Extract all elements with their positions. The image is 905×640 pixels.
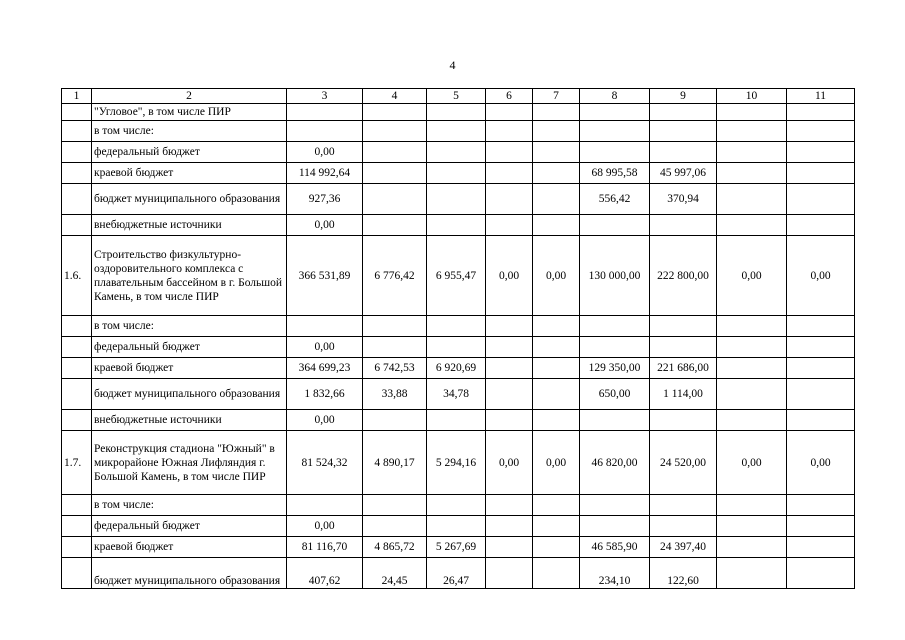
value-cell-col4 bbox=[363, 410, 427, 431]
value-cell-col7: 0,00 bbox=[533, 431, 580, 495]
value-cell-col4 bbox=[363, 516, 427, 537]
description-cell: в том числе: bbox=[92, 316, 287, 337]
column-number-4: 4 bbox=[363, 89, 427, 104]
value-cell-col3: 364 699,23 bbox=[287, 358, 363, 379]
value-cell-col3: 407,62 bbox=[287, 558, 363, 589]
value-cell-col7 bbox=[533, 163, 580, 184]
column-number-5: 5 bbox=[427, 89, 486, 104]
value-cell-col8 bbox=[580, 121, 650, 142]
column-number-2: 2 bbox=[92, 89, 287, 104]
value-cell-col5 bbox=[427, 215, 486, 236]
value-cell-col6 bbox=[486, 558, 533, 589]
description-cell: в том числе: bbox=[92, 495, 287, 516]
value-cell-col3 bbox=[287, 104, 363, 121]
value-cell-col6 bbox=[486, 142, 533, 163]
value-cell-col9: 222 800,00 bbox=[650, 236, 717, 316]
table-row bbox=[62, 316, 855, 337]
item-number-cell bbox=[62, 516, 92, 537]
value-cell-col6 bbox=[486, 495, 533, 516]
value-cell-col9 bbox=[650, 121, 717, 142]
value-cell-col5: 34,78 bbox=[427, 379, 486, 410]
value-cell-col8 bbox=[580, 410, 650, 431]
value-cell-col9 bbox=[650, 215, 717, 236]
value-cell-col3: 114 992,64 bbox=[287, 163, 363, 184]
value-cell-col10 bbox=[717, 516, 787, 537]
description-cell: бюджет муниципального образования bbox=[92, 379, 287, 410]
value-cell-col3 bbox=[287, 495, 363, 516]
value-cell-col7 bbox=[533, 358, 580, 379]
value-cell-col7 bbox=[533, 121, 580, 142]
value-cell-col4 bbox=[363, 215, 427, 236]
value-cell-col8 bbox=[580, 104, 650, 121]
value-cell-col8: 650,00 bbox=[580, 379, 650, 410]
value-cell-col7 bbox=[533, 558, 580, 589]
value-cell-col5 bbox=[427, 104, 486, 121]
value-cell-col3: 81 116,70 bbox=[287, 537, 363, 558]
value-cell-col5: 5 294,16 bbox=[427, 431, 486, 495]
value-cell-col8 bbox=[580, 495, 650, 516]
value-cell-col10 bbox=[717, 163, 787, 184]
value-cell-col9 bbox=[650, 142, 717, 163]
value-cell-col11: 0,00 bbox=[787, 236, 855, 316]
column-number-6: 6 bbox=[486, 89, 533, 104]
table-row bbox=[62, 410, 855, 431]
value-cell-col5 bbox=[427, 142, 486, 163]
value-cell-col4 bbox=[363, 337, 427, 358]
description-cell: краевой бюджет bbox=[92, 358, 287, 379]
value-cell-col6 bbox=[486, 215, 533, 236]
table-row bbox=[62, 516, 855, 537]
value-cell-col6 bbox=[486, 337, 533, 358]
value-cell-col6 bbox=[486, 316, 533, 337]
value-cell-col7 bbox=[533, 516, 580, 537]
table-row bbox=[62, 537, 855, 558]
value-cell-col4: 6 776,42 bbox=[363, 236, 427, 316]
value-cell-col7 bbox=[533, 142, 580, 163]
column-number-9: 9 bbox=[650, 89, 717, 104]
value-cell-col11 bbox=[787, 410, 855, 431]
value-cell-col7 bbox=[533, 104, 580, 121]
description-cell: Строительство физкультурно-оздоровительного комплекса с плавательным бассейном в г. Большой Камень, в том числе ПИР bbox=[92, 236, 287, 316]
value-cell-col9 bbox=[650, 316, 717, 337]
description-cell: бюджет муниципального образования bbox=[92, 184, 287, 215]
value-cell-col5 bbox=[427, 316, 486, 337]
item-number-cell bbox=[62, 316, 92, 337]
value-cell-col4: 33,88 bbox=[363, 379, 427, 410]
value-cell-col11 bbox=[787, 558, 855, 589]
value-cell-col11 bbox=[787, 316, 855, 337]
value-cell-col9: 122,60 bbox=[650, 558, 717, 589]
value-cell-col6 bbox=[486, 410, 533, 431]
value-cell-col5 bbox=[427, 495, 486, 516]
value-cell-col7: 0,00 bbox=[533, 236, 580, 316]
value-cell-col10 bbox=[717, 142, 787, 163]
value-cell-col11: 0,00 bbox=[787, 431, 855, 495]
value-cell-col4: 6 742,53 bbox=[363, 358, 427, 379]
description-cell: внебюджетные источники bbox=[92, 410, 287, 431]
value-cell-col6 bbox=[486, 516, 533, 537]
value-cell-col9: 45 997,06 bbox=[650, 163, 717, 184]
value-cell-col8: 129 350,00 bbox=[580, 358, 650, 379]
item-number-cell bbox=[62, 379, 92, 410]
description-cell: внебюджетные источники bbox=[92, 215, 287, 236]
value-cell-col10 bbox=[717, 337, 787, 358]
value-cell-col11 bbox=[787, 121, 855, 142]
value-cell-col6: 0,00 bbox=[486, 431, 533, 495]
table-row bbox=[62, 121, 855, 142]
value-cell-col7 bbox=[533, 537, 580, 558]
value-cell-col11 bbox=[787, 537, 855, 558]
description-cell: "Угловое", в том числе ПИР bbox=[92, 104, 287, 121]
value-cell-col4: 4 890,17 bbox=[363, 431, 427, 495]
value-cell-col7 bbox=[533, 316, 580, 337]
description-cell: в том числе: bbox=[92, 121, 287, 142]
value-cell-col6 bbox=[486, 104, 533, 121]
value-cell-col7 bbox=[533, 410, 580, 431]
value-cell-col9 bbox=[650, 516, 717, 537]
value-cell-col3 bbox=[287, 316, 363, 337]
value-cell-col8: 234,10 bbox=[580, 558, 650, 589]
value-cell-col6: 0,00 bbox=[486, 236, 533, 316]
value-cell-col7 bbox=[533, 495, 580, 516]
value-cell-col9 bbox=[650, 104, 717, 121]
column-number-7: 7 bbox=[533, 89, 580, 104]
value-cell-col5: 26,47 bbox=[427, 558, 486, 589]
value-cell-col10 bbox=[717, 558, 787, 589]
value-cell-col11 bbox=[787, 379, 855, 410]
description-cell: федеральный бюджет bbox=[92, 337, 287, 358]
value-cell-col11 bbox=[787, 516, 855, 537]
value-cell-col10 bbox=[717, 537, 787, 558]
value-cell-col5 bbox=[427, 184, 486, 215]
item-number-cell bbox=[62, 495, 92, 516]
value-cell-col3: 0,00 bbox=[287, 142, 363, 163]
table-row bbox=[62, 236, 855, 316]
value-cell-col5 bbox=[427, 516, 486, 537]
item-number-cell bbox=[62, 215, 92, 236]
column-number-10: 10 bbox=[717, 89, 787, 104]
value-cell-col10 bbox=[717, 184, 787, 215]
value-cell-col8: 130 000,00 bbox=[580, 236, 650, 316]
value-cell-col3: 0,00 bbox=[287, 215, 363, 236]
value-cell-col10 bbox=[717, 215, 787, 236]
table-row bbox=[62, 379, 855, 410]
value-cell-col8: 46 820,00 bbox=[580, 431, 650, 495]
item-number-cell bbox=[62, 142, 92, 163]
value-cell-col3: 927,36 bbox=[287, 184, 363, 215]
value-cell-col11 bbox=[787, 184, 855, 215]
value-cell-col9 bbox=[650, 495, 717, 516]
value-cell-col10 bbox=[717, 379, 787, 410]
value-cell-col6 bbox=[486, 121, 533, 142]
value-cell-col11 bbox=[787, 495, 855, 516]
value-cell-col3: 0,00 bbox=[287, 410, 363, 431]
value-cell-col9 bbox=[650, 337, 717, 358]
item-number-cell bbox=[62, 558, 92, 589]
value-cell-col3 bbox=[287, 121, 363, 142]
item-number-cell: 1.7. bbox=[62, 431, 92, 495]
value-cell-col4 bbox=[363, 142, 427, 163]
table-row bbox=[62, 358, 855, 379]
value-cell-col4 bbox=[363, 121, 427, 142]
value-cell-col9 bbox=[650, 410, 717, 431]
description-cell: краевой бюджет bbox=[92, 163, 287, 184]
value-cell-col5: 6 920,69 bbox=[427, 358, 486, 379]
item-number-cell bbox=[62, 163, 92, 184]
description-cell: Реконструкция стадиона "Южный" в микрорайоне Южная Лифляндия г. Большой Камень, в том числе ПИР bbox=[92, 431, 287, 495]
table-row bbox=[62, 163, 855, 184]
value-cell-col4 bbox=[363, 316, 427, 337]
description-cell: федеральный бюджет bbox=[92, 142, 287, 163]
table-row bbox=[62, 558, 855, 589]
value-cell-col11 bbox=[787, 142, 855, 163]
value-cell-col9: 370,94 bbox=[650, 184, 717, 215]
value-cell-col11 bbox=[787, 163, 855, 184]
description-cell: федеральный бюджет bbox=[92, 516, 287, 537]
value-cell-col11 bbox=[787, 358, 855, 379]
value-cell-col5 bbox=[427, 121, 486, 142]
table-row bbox=[62, 495, 855, 516]
value-cell-col4: 24,45 bbox=[363, 558, 427, 589]
value-cell-col11 bbox=[787, 215, 855, 236]
value-cell-col3: 81 524,32 bbox=[287, 431, 363, 495]
value-cell-col4 bbox=[363, 104, 427, 121]
value-cell-col6 bbox=[486, 358, 533, 379]
value-cell-col5 bbox=[427, 410, 486, 431]
value-cell-col8: 68 995,58 bbox=[580, 163, 650, 184]
value-cell-col7 bbox=[533, 215, 580, 236]
value-cell-col6 bbox=[486, 163, 533, 184]
value-cell-col5: 5 267,69 bbox=[427, 537, 486, 558]
value-cell-col11 bbox=[787, 337, 855, 358]
item-number-cell bbox=[62, 337, 92, 358]
value-cell-col9: 24 520,00 bbox=[650, 431, 717, 495]
table-row bbox=[62, 337, 855, 358]
value-cell-col4 bbox=[363, 495, 427, 516]
value-cell-col8 bbox=[580, 316, 650, 337]
value-cell-col7 bbox=[533, 379, 580, 410]
value-cell-col7 bbox=[533, 337, 580, 358]
value-cell-col11 bbox=[787, 104, 855, 121]
value-cell-col9: 1 114,00 bbox=[650, 379, 717, 410]
value-cell-col10 bbox=[717, 358, 787, 379]
value-cell-col8 bbox=[580, 215, 650, 236]
description-cell: бюджет муниципального образования bbox=[92, 558, 287, 589]
value-cell-col6 bbox=[486, 379, 533, 410]
value-cell-col5 bbox=[427, 337, 486, 358]
value-cell-col7 bbox=[533, 184, 580, 215]
value-cell-col5: 6 955,47 bbox=[427, 236, 486, 316]
value-cell-col3: 366 531,89 bbox=[287, 236, 363, 316]
value-cell-col10 bbox=[717, 121, 787, 142]
item-number-cell bbox=[62, 410, 92, 431]
table-header-row bbox=[62, 89, 855, 104]
value-cell-col6 bbox=[486, 537, 533, 558]
value-cell-col8 bbox=[580, 516, 650, 537]
value-cell-col10: 0,00 bbox=[717, 431, 787, 495]
value-cell-col8 bbox=[580, 142, 650, 163]
value-cell-col3: 0,00 bbox=[287, 516, 363, 537]
item-number-cell: 1.6. bbox=[62, 236, 92, 316]
item-number-cell bbox=[62, 121, 92, 142]
value-cell-col10 bbox=[717, 495, 787, 516]
column-number-8: 8 bbox=[580, 89, 650, 104]
value-cell-col8: 46 585,90 bbox=[580, 537, 650, 558]
budget-table bbox=[61, 88, 855, 589]
item-number-cell bbox=[62, 358, 92, 379]
value-cell-col4: 4 865,72 bbox=[363, 537, 427, 558]
value-cell-col10 bbox=[717, 410, 787, 431]
value-cell-col10 bbox=[717, 104, 787, 121]
value-cell-col10: 0,00 bbox=[717, 236, 787, 316]
column-number-11: 11 bbox=[787, 89, 855, 104]
value-cell-col5 bbox=[427, 163, 486, 184]
page-number: 4 bbox=[449, 58, 456, 72]
column-number-1: 1 bbox=[62, 89, 92, 104]
table-row bbox=[62, 431, 855, 495]
value-cell-col4 bbox=[363, 184, 427, 215]
column-number-3: 3 bbox=[287, 89, 363, 104]
description-cell: краевой бюджет bbox=[92, 537, 287, 558]
value-cell-col3: 1 832,66 bbox=[287, 379, 363, 410]
value-cell-col8: 556,42 bbox=[580, 184, 650, 215]
item-number-cell bbox=[62, 537, 92, 558]
table-row bbox=[62, 104, 855, 121]
value-cell-col9: 24 397,40 bbox=[650, 537, 717, 558]
table-row bbox=[62, 215, 855, 236]
item-number-cell bbox=[62, 104, 92, 121]
value-cell-col9: 221 686,00 bbox=[650, 358, 717, 379]
value-cell-col8 bbox=[580, 337, 650, 358]
table-row bbox=[62, 184, 855, 215]
value-cell-col3: 0,00 bbox=[287, 337, 363, 358]
table-row bbox=[62, 142, 855, 163]
value-cell-col4 bbox=[363, 163, 427, 184]
item-number-cell bbox=[62, 184, 92, 215]
value-cell-col6 bbox=[486, 184, 533, 215]
value-cell-col10 bbox=[717, 316, 787, 337]
